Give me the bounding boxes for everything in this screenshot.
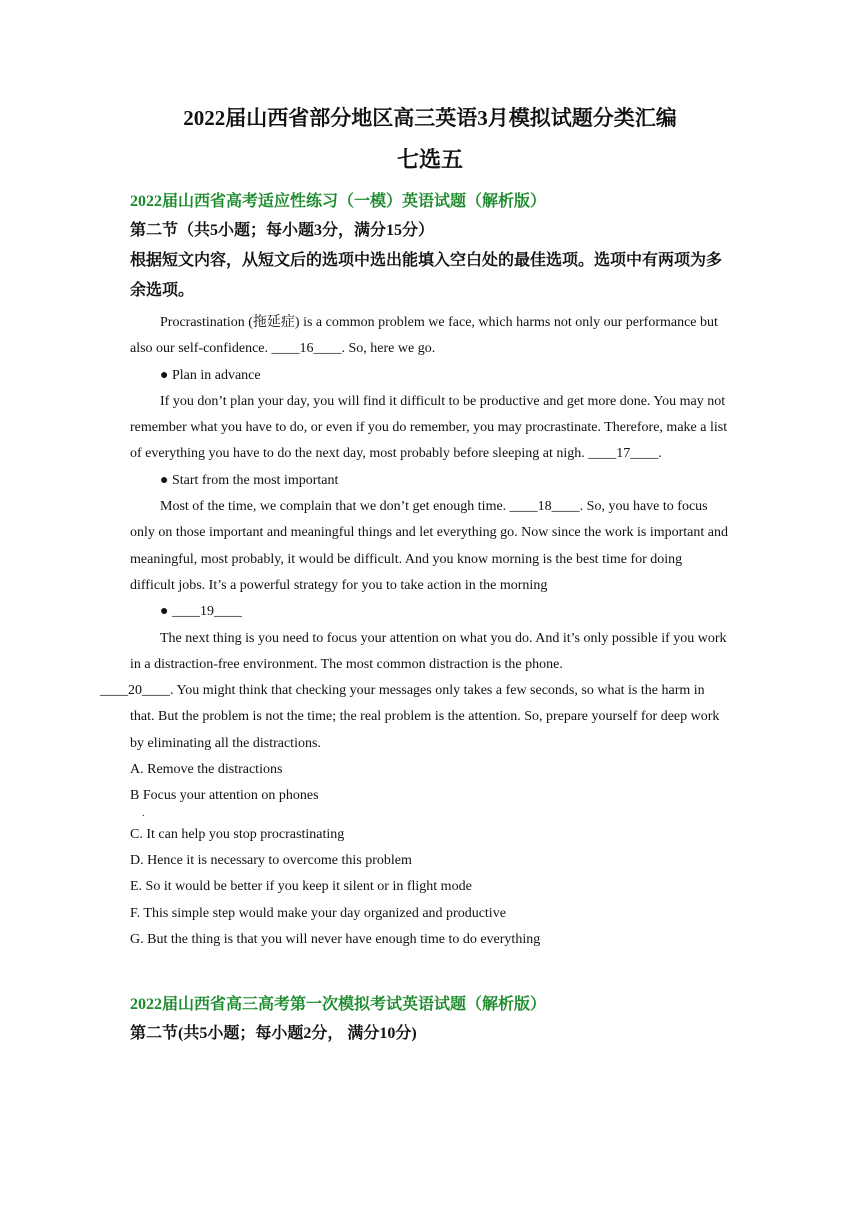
bullet-dot: ● (160, 604, 172, 620)
option-c: C. It can help you stop procrastinating (130, 826, 345, 842)
section-1-instruction: 根据短文内容，从短文后的选项中选出能填入空白处的最佳选项。选项中有两项为多余选项。 (130, 252, 723, 299)
document-subtitle: 七选五 (396, 147, 463, 172)
paragraph-text: . (658, 446, 662, 462)
paragraph-text: Most of the time, we complain that we don’t get enough time. (160, 499, 510, 515)
options-list (130, 757, 730, 953)
paragraph-text: If you don’t plan your day, you will find it difficult to be productive and get more done. You may not remember what you have to do, or even if you do remember, you may procrastinate. Therefore, make a list of everything you have to do the next day, most probably before sleeping at nigh. (130, 393, 728, 462)
document-title: 2022届山西省部分地区高三英语3月模拟试题分类汇编 (183, 106, 677, 130)
blank-18: ____18____ (509, 499, 580, 515)
passage-paragraph-2 (130, 389, 730, 468)
passage-paragraph-3 (130, 494, 730, 599)
section-2-part: 第二节(共5小题；每小题2分， 满分10分) (130, 1025, 417, 1043)
paragraph-text: . So, you have to focus only on those important and meaningful things and let everything go. Now since the work is important and meaningful, most probably, it would be difficult. And you know morning is the best time for doing difficult jobs. It’s a powerful strategy for you to take action in the morning (130, 499, 729, 593)
paragraph-text: . So, here we go. (341, 341, 436, 357)
option-b-text: B Focus your attention on phones (130, 788, 319, 804)
blank-17: ____17____ (588, 446, 659, 462)
paragraph-text: The next thing is you need to focus your attention on what you do. And it’s only possible if you work in a distraction-free environment. The most common distraction is the phone. (130, 630, 727, 672)
option-b-dot: . (142, 808, 145, 820)
bullet-plan-in-advance: ● Plan in advance (160, 367, 261, 383)
blank-20: ____20____ (100, 683, 170, 699)
paragraph-text: . You might think that checking your messages only takes a few seconds, so what is the harm in that. But the problem is not the time; the real problem is the attention. So, prepare yourself for deep work by eliminating all the distractions. (130, 683, 720, 751)
blank-16: ____16____ (271, 341, 342, 357)
bullet-blank-19 (130, 599, 730, 625)
option-d: D. Hence it is necessary to overcome this problem (130, 852, 412, 868)
option-a: A. Remove the distractions (130, 762, 283, 778)
option-g: G. But the thing is that you will never have enough time to do everything (130, 931, 541, 947)
document-page (100, 100, 730, 1049)
paragraph-text: Procrastination (拖延症) is a common problem we face, which harms not only our performance but also our self-confidence. (130, 315, 718, 357)
option-b (130, 783, 730, 820)
section-2-source: 2022届山西省高三高考第一次模拟考试英语试题（解析版） (130, 996, 547, 1014)
option-e: E. So it would be better if you keep it silent or in flight mode (130, 879, 472, 895)
blank-19: ____19____ (171, 604, 242, 620)
passage-paragraph-1 (130, 310, 730, 363)
option-f: F. This simple step would make your day organized and productive (130, 905, 506, 921)
passage-paragraph-4 (100, 626, 730, 757)
bullet-start-most-important: ● Start from the most important (160, 472, 339, 488)
section-1-part: 第二节（共5小题；每小题3分，满分15分） (130, 222, 435, 239)
section-1-source: 2022届山西省高考适应性练习（一模）英语试题（解析版） (130, 193, 547, 210)
